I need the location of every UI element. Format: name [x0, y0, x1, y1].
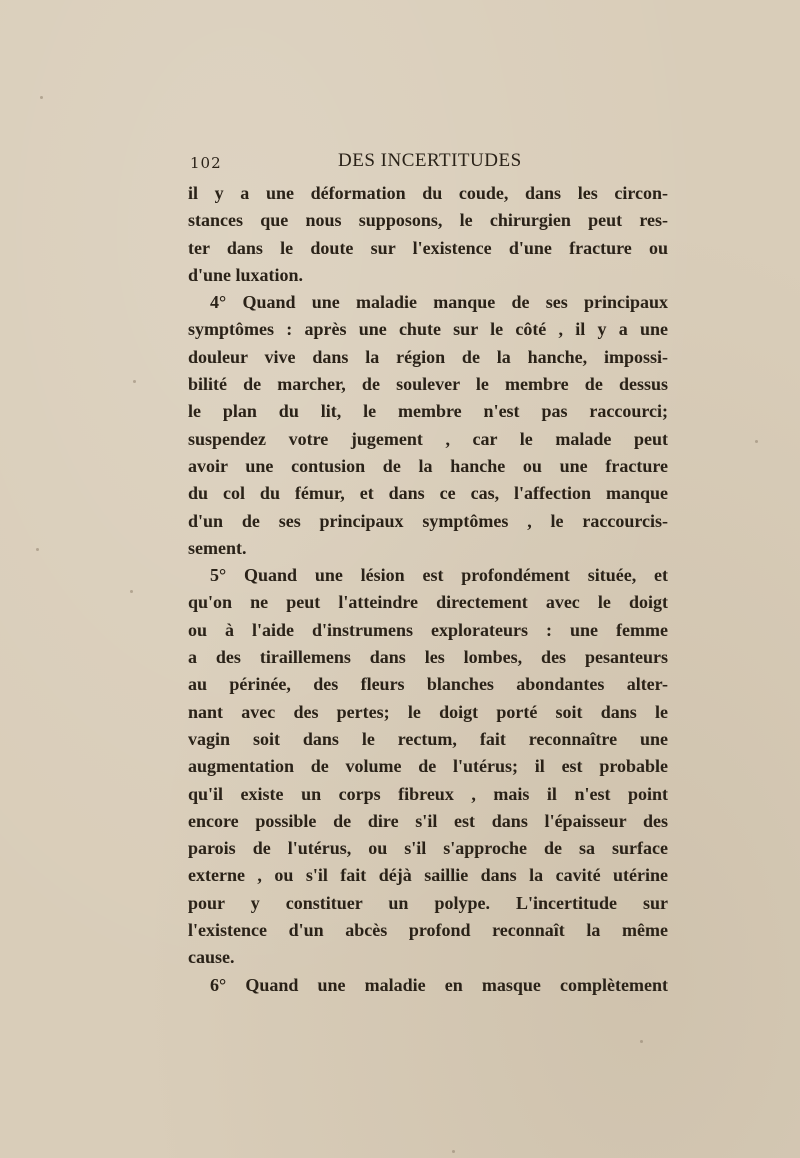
- page-number: 102: [190, 154, 222, 172]
- body-text: [188, 180, 668, 999]
- text-line: ou à l'aide d'instrumens explorateurs : une femme: [188, 619, 668, 640]
- text-line: qu'on ne peut l'atteindre directement avec le doigt: [188, 592, 668, 613]
- text-line: d'une luxation.: [188, 264, 304, 285]
- text-line: nant avec des pertes; le doigt porté soit dans le: [188, 701, 668, 722]
- text-line: pour y constituer un polype. L'incertitude sur: [188, 892, 668, 913]
- paper-speck: [130, 590, 133, 593]
- paper-speck: [36, 548, 39, 551]
- text-line: d'un de ses principaux symptômes , le raccourcis-: [188, 510, 668, 531]
- text-line: sement.: [188, 537, 247, 558]
- text-line: 5° Quand une lésion est profondément située, et: [210, 565, 668, 586]
- paper-speck: [755, 440, 758, 443]
- text-line: bilité de marcher, de soulever le membre de dessus: [188, 374, 668, 395]
- text-line: vagin soit dans le rectum, fait reconnaître une: [188, 728, 668, 749]
- text-line: stances que nous supposons, le chirurgien peut res-: [188, 210, 668, 231]
- text-line: symptômes : après une chute sur le côté , il y a une: [188, 319, 668, 340]
- paper-speck: [452, 1150, 455, 1153]
- page-header: [190, 150, 670, 176]
- text-line: 6° Quand une maladie en masque complètement: [210, 974, 668, 995]
- text-line: externe , ou s'il fait déjà saillie dans la cavité utérine: [188, 865, 668, 886]
- text-line: suspendez votre jugement , car le malade peut: [188, 428, 668, 449]
- paper-speck: [640, 1040, 643, 1043]
- text-line: parois de l'utérus, ou s'il s'approche de sa surface: [188, 838, 668, 859]
- text-line: douleur vive dans la région de la hanche, impossi-: [188, 346, 668, 367]
- paper-speck: [40, 96, 43, 99]
- text-line: augmentation de volume de l'utérus; il est probable: [188, 756, 668, 777]
- text-line: l'existence d'un abcès profond reconnaît la même: [188, 920, 668, 941]
- text-line: cause.: [188, 947, 235, 968]
- text-line: au périnée, des fleurs blanches abondantes alter-: [188, 674, 668, 695]
- text-line: 4° Quand une maladie manque de ses principaux: [210, 292, 668, 313]
- text-line: ter dans le doute sur l'existence d'une fracture ou: [188, 237, 668, 258]
- text-line: il y a une déformation du coude, dans les circon-: [188, 183, 668, 203]
- text-line: encore possible de dire s'il est dans l'épaisseur des: [188, 810, 668, 831]
- text-line: le plan du lit, le membre n'est pas raccourci;: [188, 401, 668, 422]
- running-title: DES INCERTITUDES: [338, 150, 522, 171]
- text-line: avoir une contusion de la hanche ou une fracture: [188, 455, 668, 476]
- text-line: du col du fémur, et dans ce cas, l'affection manque: [188, 483, 668, 504]
- paper-speck: [133, 380, 136, 383]
- text-line: qu'il existe un corps fibreux , mais il n'est point: [188, 783, 668, 804]
- text-line: a des tiraillemens dans les lombes, des pesanteurs: [188, 647, 668, 668]
